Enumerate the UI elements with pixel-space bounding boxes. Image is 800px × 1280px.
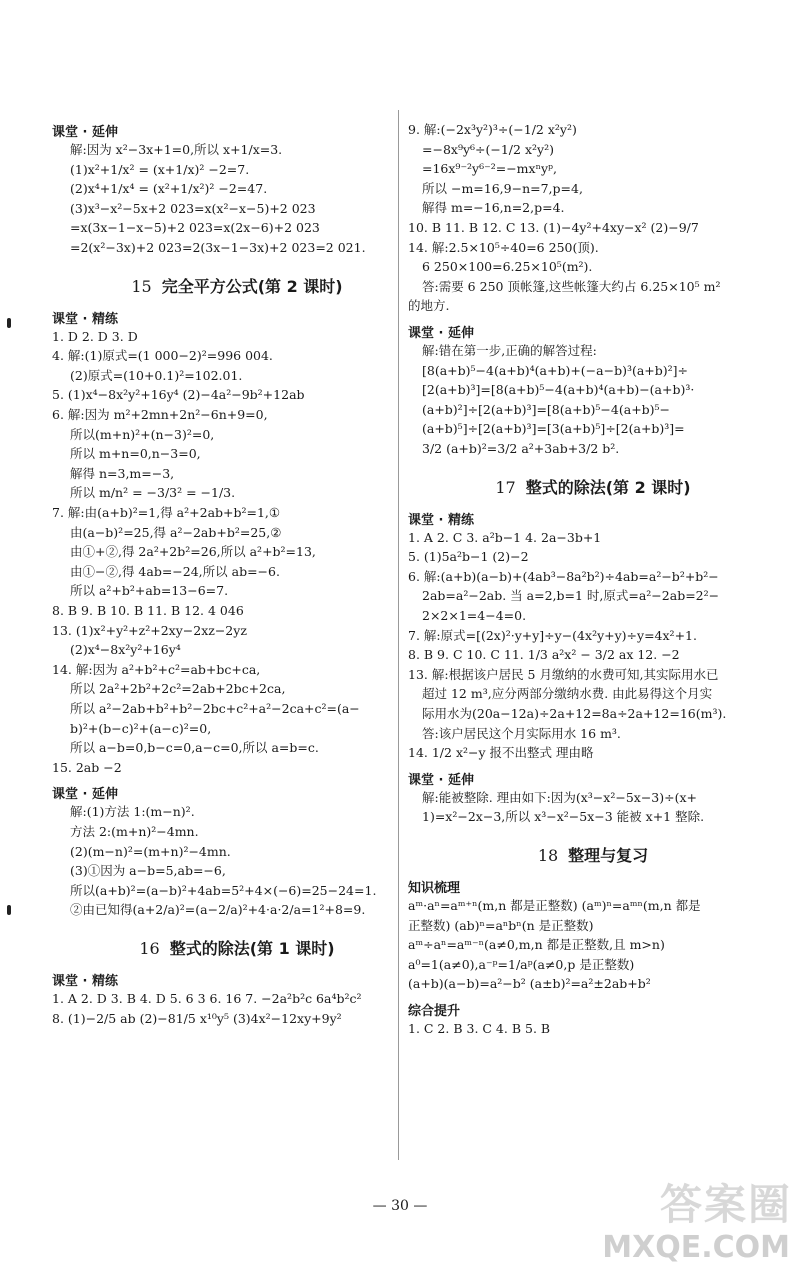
answer-line: 超过 12 m³,应分两部分缴纳水费. 由此易得这个月实	[422, 686, 713, 702]
answer-line: 所以 −m=16,9−n=7,p=4,	[422, 180, 583, 196]
answer-line: 9. 解:(−2x³y²)³÷(−1/2 x²y²)	[408, 122, 577, 137]
answer-line: 1. D 2. D 3. D	[52, 328, 138, 344]
answer-line: (a+b)²]÷[2(a+b)³]=[8(a+b)⁵−4(a+b)⁵−	[422, 401, 671, 417]
section-title-text: 完全平方公式(第 2 课时)	[161, 276, 343, 296]
answer-line: (1)x²+1/x² = (x+1/x)² −2=7.	[70, 161, 250, 177]
answer-line: 14. 解:因为 a²+b²+c²=ab+bc+ca,	[52, 661, 261, 677]
answer-line: 解:(1)方法 1:(m−n)².	[70, 804, 195, 820]
answer-line: 8. B 9. B 10. B 11. B 12. 4 046	[52, 603, 244, 618]
answer-line: 所以(m+n)²+(n−3)²=0,	[70, 426, 215, 442]
answer-line: [8(a+b)⁵−4(a+b)⁴(a+b)+(−a−b)³(a+b)²]÷	[422, 362, 689, 378]
answer-line: 1. A 2. C 3. a²b−1 4. 2a−3b+1	[408, 529, 602, 545]
answer-line: 5. (1)x⁴−8x²y²+16y⁴ (2)−4a²−9b²+12ab	[52, 387, 305, 403]
answer-line: (2)x⁴−8x²y²+16y⁴	[70, 642, 181, 658]
answer-line: 正整数) (ab)ⁿ=aⁿbⁿ(n 是正整数)	[408, 917, 594, 933]
section-title	[52, 274, 422, 297]
subsection-heading: 课堂 · 延伸	[52, 787, 118, 803]
answer-line: 2ab=a²−2ab. 当 a=2,b=1 时,原式=a²−2ab=2²−	[422, 588, 720, 604]
answer-line: 答:需要 6 250 顶帐篷,这些帐篷大约占 6.25×10⁵ m²	[422, 278, 721, 294]
answer-line: ②由已知得(a+2/a)²=(a−2/a)²+4·a·2/a=1²+8=9.	[70, 902, 366, 918]
section-title	[408, 475, 778, 498]
answer-line: 所以 a²−2ab+b²+b²−2bc+c²+a²−2ca+c²=(a−	[70, 701, 360, 716]
subsection-heading: 课堂 · 精练	[408, 512, 474, 528]
margin-mark	[7, 318, 11, 328]
answer-line: 10. B 11. B 12. C 13. (1)−4y²+4xy−x² (2)−9/7	[408, 220, 699, 235]
watermark-url: MXQE.COM	[602, 1230, 790, 1265]
answer-line: =2(x²−3x)+2 023=2(3x−1−3x)+2 023=2 021.	[70, 240, 366, 255]
answer-line: 所以 a−b=0,b−c=0,a−c=0,所以 a=b=c.	[70, 740, 319, 756]
answer-line: 1)=x²−2x−3,所以 x³−x²−5x−3 能被 x+1 整除.	[422, 809, 705, 825]
answer-line: 的地方.	[408, 298, 450, 314]
answer-line: (2)原式=(10+0.1)²=102.01.	[70, 367, 243, 383]
column-divider	[398, 110, 399, 1160]
watermark	[602, 1172, 792, 1272]
answer-line: 所以(a+b)²=(a−b)²+4ab=5²+4×(−6)=25−24=1.	[70, 882, 377, 898]
answer-line: 所以 m/n² = −3/3² = −1/3.	[70, 485, 236, 501]
subsection-heading: 课堂 · 延伸	[52, 125, 118, 140]
answer-line: 15. 2ab −2	[52, 759, 122, 775]
answer-line: 1. A 2. D 3. B 4. D 5. 6 3 6. 16 7. −2a²b²c 6a⁴b²c²	[52, 991, 362, 1006]
subsection-heading: 课堂 · 延伸	[408, 326, 474, 341]
answer-line: =−8x⁹y⁶÷(−1/2 x²y²)	[422, 141, 554, 157]
subsection-heading: 课堂 · 精练	[52, 974, 118, 989]
answer-line: 3/2 (a+b)²=3/2 a²+3ab+3/2 b².	[422, 441, 620, 456]
subsection-heading: 知识梳理	[408, 881, 461, 896]
answer-line: =x(3x−1−x−5)+2 023=x(2x−6)+2 023	[70, 220, 320, 236]
section-title-text: 整式的除法(第 2 课时)	[525, 477, 691, 497]
watermark-logo-text: 答案圈	[659, 1180, 792, 1229]
section-number: 15	[131, 276, 152, 296]
answer-line: 8. (1)−2/5 ab (2)−81/5 x¹⁰y⁵ (3)4x²−12xy+9y²	[52, 1010, 342, 1026]
answer-line: 所以 m+n=0,n−3=0,	[70, 446, 201, 462]
answer-line: 8. B 9. C 10. C 11. 1/3 a²x² − 3/2 ax 12. −2	[408, 647, 680, 663]
section-number: 18	[537, 846, 559, 865]
subsection-heading: 课堂 · 精练	[52, 311, 118, 327]
answer-line: 由①+②,得 2a²+2b²=26,所以 a²+b²=13,	[70, 544, 316, 560]
answer-line: 7. 解:由(a+b)²=1,得 a²+2ab+b²=1,①	[52, 505, 281, 520]
answer-line: 4. 解:(1)原式=(1 000−2)²=996 004.	[52, 348, 273, 364]
answer-line: (a+b)⁵]÷[2(a+b)³]=[3(a+b)⁵]÷[2(a+b)³]=	[422, 421, 685, 437]
answer-line: 14. 解:2.5×10⁵÷40=6 250(顶).	[408, 239, 599, 255]
section-title-text: 整理与复习	[568, 846, 649, 865]
answer-line: =16x⁹⁻²y⁶⁻²=−mxⁿyᵖ,	[422, 161, 558, 177]
answer-line: 2×2×1=4−4=0.	[422, 608, 527, 623]
section-title	[52, 936, 422, 959]
answer-line: (3)x³−x²−5x+2 023=x(x²−x−5)+2 023	[70, 200, 316, 216]
margin-mark	[7, 905, 11, 915]
answer-line: (2)(m−n)²=(m+n)²−4mn.	[70, 843, 231, 859]
answer-line: (3)①因为 a−b=5,ab=−6,	[70, 863, 226, 879]
answer-line: 6. 解:(a+b)(a−b)+(4ab³−8a²b²)÷4ab=a²−b²+b²−	[408, 568, 719, 584]
answer-line: (2)x⁴+1/x⁴ = (x²+1/x²)² −2=47.	[70, 181, 268, 197]
section-number: 16	[139, 939, 160, 958]
answer-line: 6 250×100=6.25×10⁵(m²).	[422, 259, 593, 275]
answer-line: (a+b)(a−b)=a²−b² (a±b)²=a²±2ab+b²	[408, 976, 651, 992]
answer-line: 解得 m=−16,n=2,p=4.	[422, 200, 565, 216]
answer-line: 13. (1)x²+y²+z²+2xy−2xz−2yz	[52, 622, 247, 638]
answer-line: 解:错在第一步,正确的解答过程:	[422, 343, 597, 358]
answer-line: 方法 2:(m+n)²−4mn.	[70, 824, 199, 839]
section-title-text: 整式的除法(第 1 课时)	[169, 939, 335, 958]
answer-line: 所以 a²+b²+ab=13−6=7.	[70, 583, 229, 599]
answer-line: 答:该户居民这个月实际用水 16 m³.	[422, 725, 621, 741]
page-number: — 30 —	[372, 1198, 428, 1214]
answer-line: 13. 解:根据该户居民 5 月缴纳的水费可知,其实际用水已	[408, 666, 719, 682]
answer-line: 7. 解:原式=[(2x)²·y+y]÷y−(4x²y+y)÷y=4x²+1.	[408, 627, 697, 643]
answer-line: aᵐ·aⁿ=aᵐ⁺ⁿ(m,n 都是正整数) (aᵐ)ⁿ=aᵐⁿ(m,n 都是	[408, 898, 701, 913]
answer-line: a⁰=1(a≠0),a⁻ᵖ=1/aᵖ(a≠0,p 是正整数)	[408, 956, 635, 972]
answer-line: 解:能被整除. 理由如下:因为(x³−x²−5x−3)÷(x+	[422, 789, 697, 805]
answer-line: 5. (1)5a²b−1 (2)−2	[408, 549, 529, 565]
answer-line: 14. 1/2 x²−y 报不出整式 理由略	[408, 745, 594, 761]
answer-line: 所以 2a²+2b²+2c²=2ab+2bc+2ca,	[70, 681, 286, 697]
answer-line: aᵐ÷aⁿ=aᵐ⁻ⁿ(a≠0,m,n 都是正整数,且 m>n)	[408, 937, 665, 953]
section-title	[408, 843, 778, 866]
answer-line: 1. C 2. B 3. C 4. B 5. B	[408, 1021, 551, 1036]
answer-line: 由①−②,得 4ab=−24,所以 ab=−6.	[70, 563, 280, 579]
section-number: 17	[495, 477, 516, 497]
answer-line: 6. 解:因为 m²+2mn+2n²−6n+9=0,	[52, 407, 268, 422]
answer-line: 由(a−b)²=25,得 a²−2ab+b²=25,②	[70, 524, 282, 540]
answer-line: 解:因为 x²−3x+1=0,所以 x+1/x=3.	[70, 142, 283, 157]
answer-line: [2(a+b)³]=[8(a+b)⁵−4(a+b)⁴(a+b)−(a+b)³·	[422, 382, 695, 398]
answer-line: 解得 n=3,m=−3,	[70, 465, 175, 481]
answer-line: 际用水为(20a−12a)÷2a+12=8a÷2a+12=16(m³).	[422, 706, 727, 721]
subsection-heading: 课堂 · 延伸	[408, 772, 474, 788]
subsection-heading: 综合提升	[408, 1004, 461, 1019]
answer-line: b)²+(b−c)²+(a−c)²=0,	[70, 720, 212, 736]
